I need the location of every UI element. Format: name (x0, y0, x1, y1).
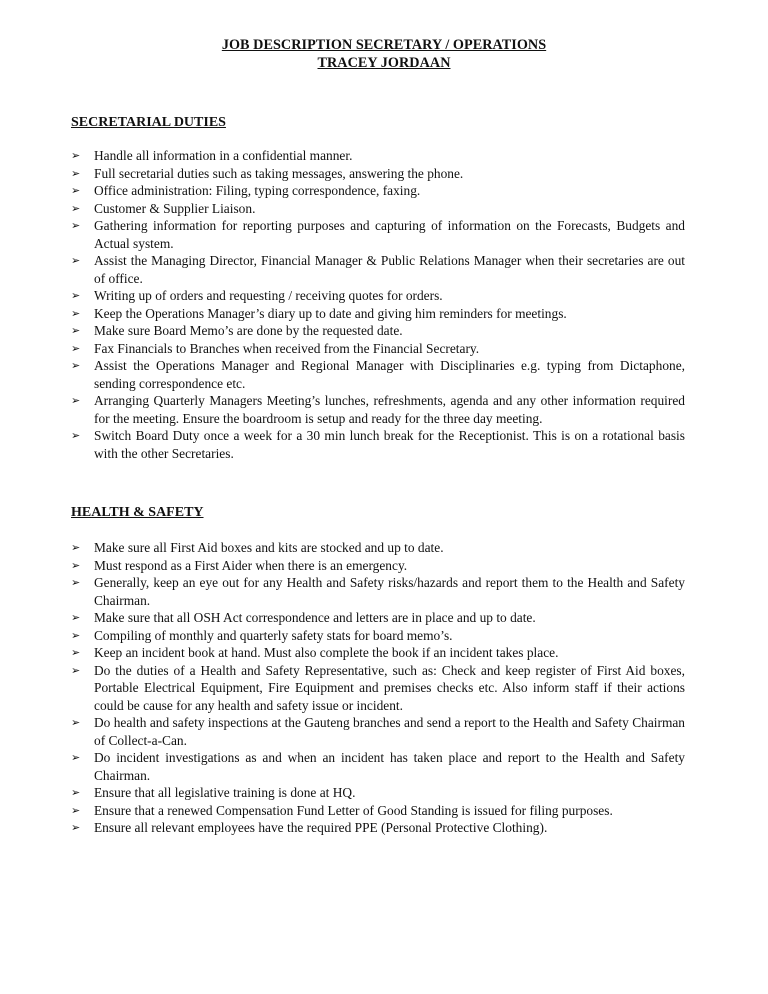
arrowhead-bullet-icon: ➢ (71, 254, 81, 267)
list-item (71, 200, 685, 218)
arrowhead-bullet-icon: ➢ (71, 663, 81, 677)
list-item-text: Handle all information in a confidential manner. (94, 148, 353, 163)
list-item (71, 182, 685, 200)
list-item-text: Fax Financials to Branches when received from the Financial Secretary. (94, 340, 480, 356)
arrowhead-bullet-icon: ➢ (71, 306, 81, 320)
arrowhead-bullet-icon: ➢ (71, 149, 81, 162)
list-item-text: Do incident investigations as and when an incident has taken place and report to the Health and Safety Chairman. (94, 750, 685, 783)
list-item (71, 784, 685, 802)
arrowhead-bullet-icon: ➢ (71, 429, 81, 442)
arrowhead-bullet-icon: ➢ (71, 324, 81, 337)
arrowhead-bullet-icon: ➢ (71, 359, 81, 372)
list-item-text: Generally, keep an eye out for any Health and Safety risks/hazards and report them to the Health and Safety Chairman. (94, 575, 685, 608)
arrowhead-bullet-icon: ➢ (71, 166, 81, 180)
health-safety-list (71, 539, 685, 837)
arrowhead-bullet-icon: ➢ (71, 219, 81, 232)
list-item (71, 644, 685, 662)
list-item (71, 147, 685, 165)
list-item (71, 574, 685, 609)
list-item (71, 802, 685, 820)
list-item-text: Arranging Quarterly Managers Meeting’s lunches, refreshments, agenda and any other information required for the meeting. Ensure the boardroom is setup and ready for the three day meeting. (94, 393, 685, 426)
list-item-text: Ensure that a renewed Compensation Fund Letter of Good Standing is issued for filing purposes. (94, 802, 613, 818)
list-item (71, 357, 685, 392)
arrowhead-bullet-icon: ➢ (71, 786, 81, 799)
list-item (71, 392, 685, 427)
list-item (71, 627, 685, 645)
list-item (71, 749, 685, 784)
list-item-text: Switch Board Duty once a week for a 30 min lunch break for the Receptionist. This is on a rotational basis with the other Secretaries. (94, 428, 685, 461)
list-item (71, 557, 685, 575)
list-item (71, 217, 685, 252)
arrowhead-bullet-icon: ➢ (71, 289, 81, 302)
list-item-text: Must respond as a First Aider when there is an emergency. (94, 557, 408, 573)
list-item-text: Assist the Operations Manager and Regional Manager with Disciplinaries e.g. typing from Dictaphone, sending correspondence etc. (94, 358, 685, 391)
arrowhead-bullet-icon: ➢ (71, 184, 81, 197)
list-item-text: Compiling of monthly and quarterly safety stats for board memo’s. (94, 627, 453, 643)
arrowhead-bullet-icon: ➢ (71, 716, 81, 729)
list-item-text: Assist the Managing Director, Financial Manager & Public Relations Manager when their secretaries are out of office. (94, 253, 685, 286)
list-item-text: Do health and safety inspections at the Gauteng branches and send a report to the Health and Safety Chairman of Collect-a-Can. (94, 715, 685, 748)
title-line-job-description: JOB DESCRIPTION SECRETARY / OPERATIONS (221, 37, 547, 53)
list-item (71, 819, 685, 837)
arrowhead-bullet-icon: ➢ (71, 821, 81, 834)
arrowhead-bullet-icon: ➢ (71, 611, 81, 624)
list-item-text: Make sure all First Aid boxes and kits are stocked and up to date. (94, 540, 444, 555)
list-item (71, 322, 685, 340)
section-heading-health-safety: HEALTH & SAFETY (71, 505, 204, 520)
arrowhead-bullet-icon: ➢ (71, 628, 81, 642)
list-item (71, 165, 685, 183)
list-item-text: Ensure all relevant employees have the required PPE (Personal Protective Clothing). (94, 820, 548, 835)
list-item (71, 609, 685, 627)
arrowhead-bullet-icon: ➢ (71, 558, 81, 572)
arrowhead-bullet-icon: ➢ (71, 576, 81, 589)
list-item-text: Ensure that all legislative training is done at HQ. (94, 785, 356, 800)
list-item (71, 539, 685, 557)
list-item-text: Office administration: Filing, typing correspondence, faxing. (94, 183, 421, 198)
arrowhead-bullet-icon: ➢ (71, 751, 81, 764)
arrowhead-bullet-icon: ➢ (71, 201, 81, 215)
list-item (71, 427, 685, 462)
list-item-text: Make sure that all OSH Act correspondence and letters are in place and up to date. (94, 610, 536, 625)
section-heading-secretarial-duties: SECRETARIAL DUTIES (71, 115, 226, 130)
list-item-text: Full secretarial duties such as taking messages, answering the phone. (94, 165, 464, 181)
list-item-text: Gathering information for reporting purposes and capturing of information on the Forecasts, Budgets and Actual system. (94, 218, 685, 251)
arrowhead-bullet-icon: ➢ (71, 803, 81, 817)
list-item (71, 287, 685, 305)
list-item-text: Customer & Supplier Liaison. (94, 200, 256, 216)
document-title (0, 36, 768, 72)
list-item-text: Keep an incident book at hand. Must also complete the book if an incident takes place. (94, 645, 559, 660)
list-item-text: Make sure Board Memo’s are done by the requested date. (94, 323, 403, 338)
list-item (71, 662, 685, 715)
list-item (71, 305, 685, 323)
arrowhead-bullet-icon: ➢ (71, 541, 81, 554)
secretarial-duties-list (71, 147, 685, 462)
arrowhead-bullet-icon: ➢ (71, 394, 81, 407)
arrowhead-bullet-icon: ➢ (71, 646, 81, 659)
list-item-text: Writing up of orders and requesting / receiving quotes for orders. (94, 288, 443, 303)
list-item (71, 714, 685, 749)
list-item (71, 340, 685, 358)
list-item (71, 252, 685, 287)
list-item-text: Do the duties of a Health and Safety Representative, such as: Check and keep register of First Aid boxes, Portable Electrical Equipment, Fire Equipment and premises checks etc. Also inform staff if their actions could be cause for any health and safety issue or incident. (94, 662, 685, 713)
list-item-text: Keep the Operations Manager’s diary up to date and giving him reminders for meetings. (94, 305, 567, 321)
arrowhead-bullet-icon: ➢ (71, 341, 81, 355)
title-line-employee-name: TRACEY JORDAAN (317, 55, 451, 71)
